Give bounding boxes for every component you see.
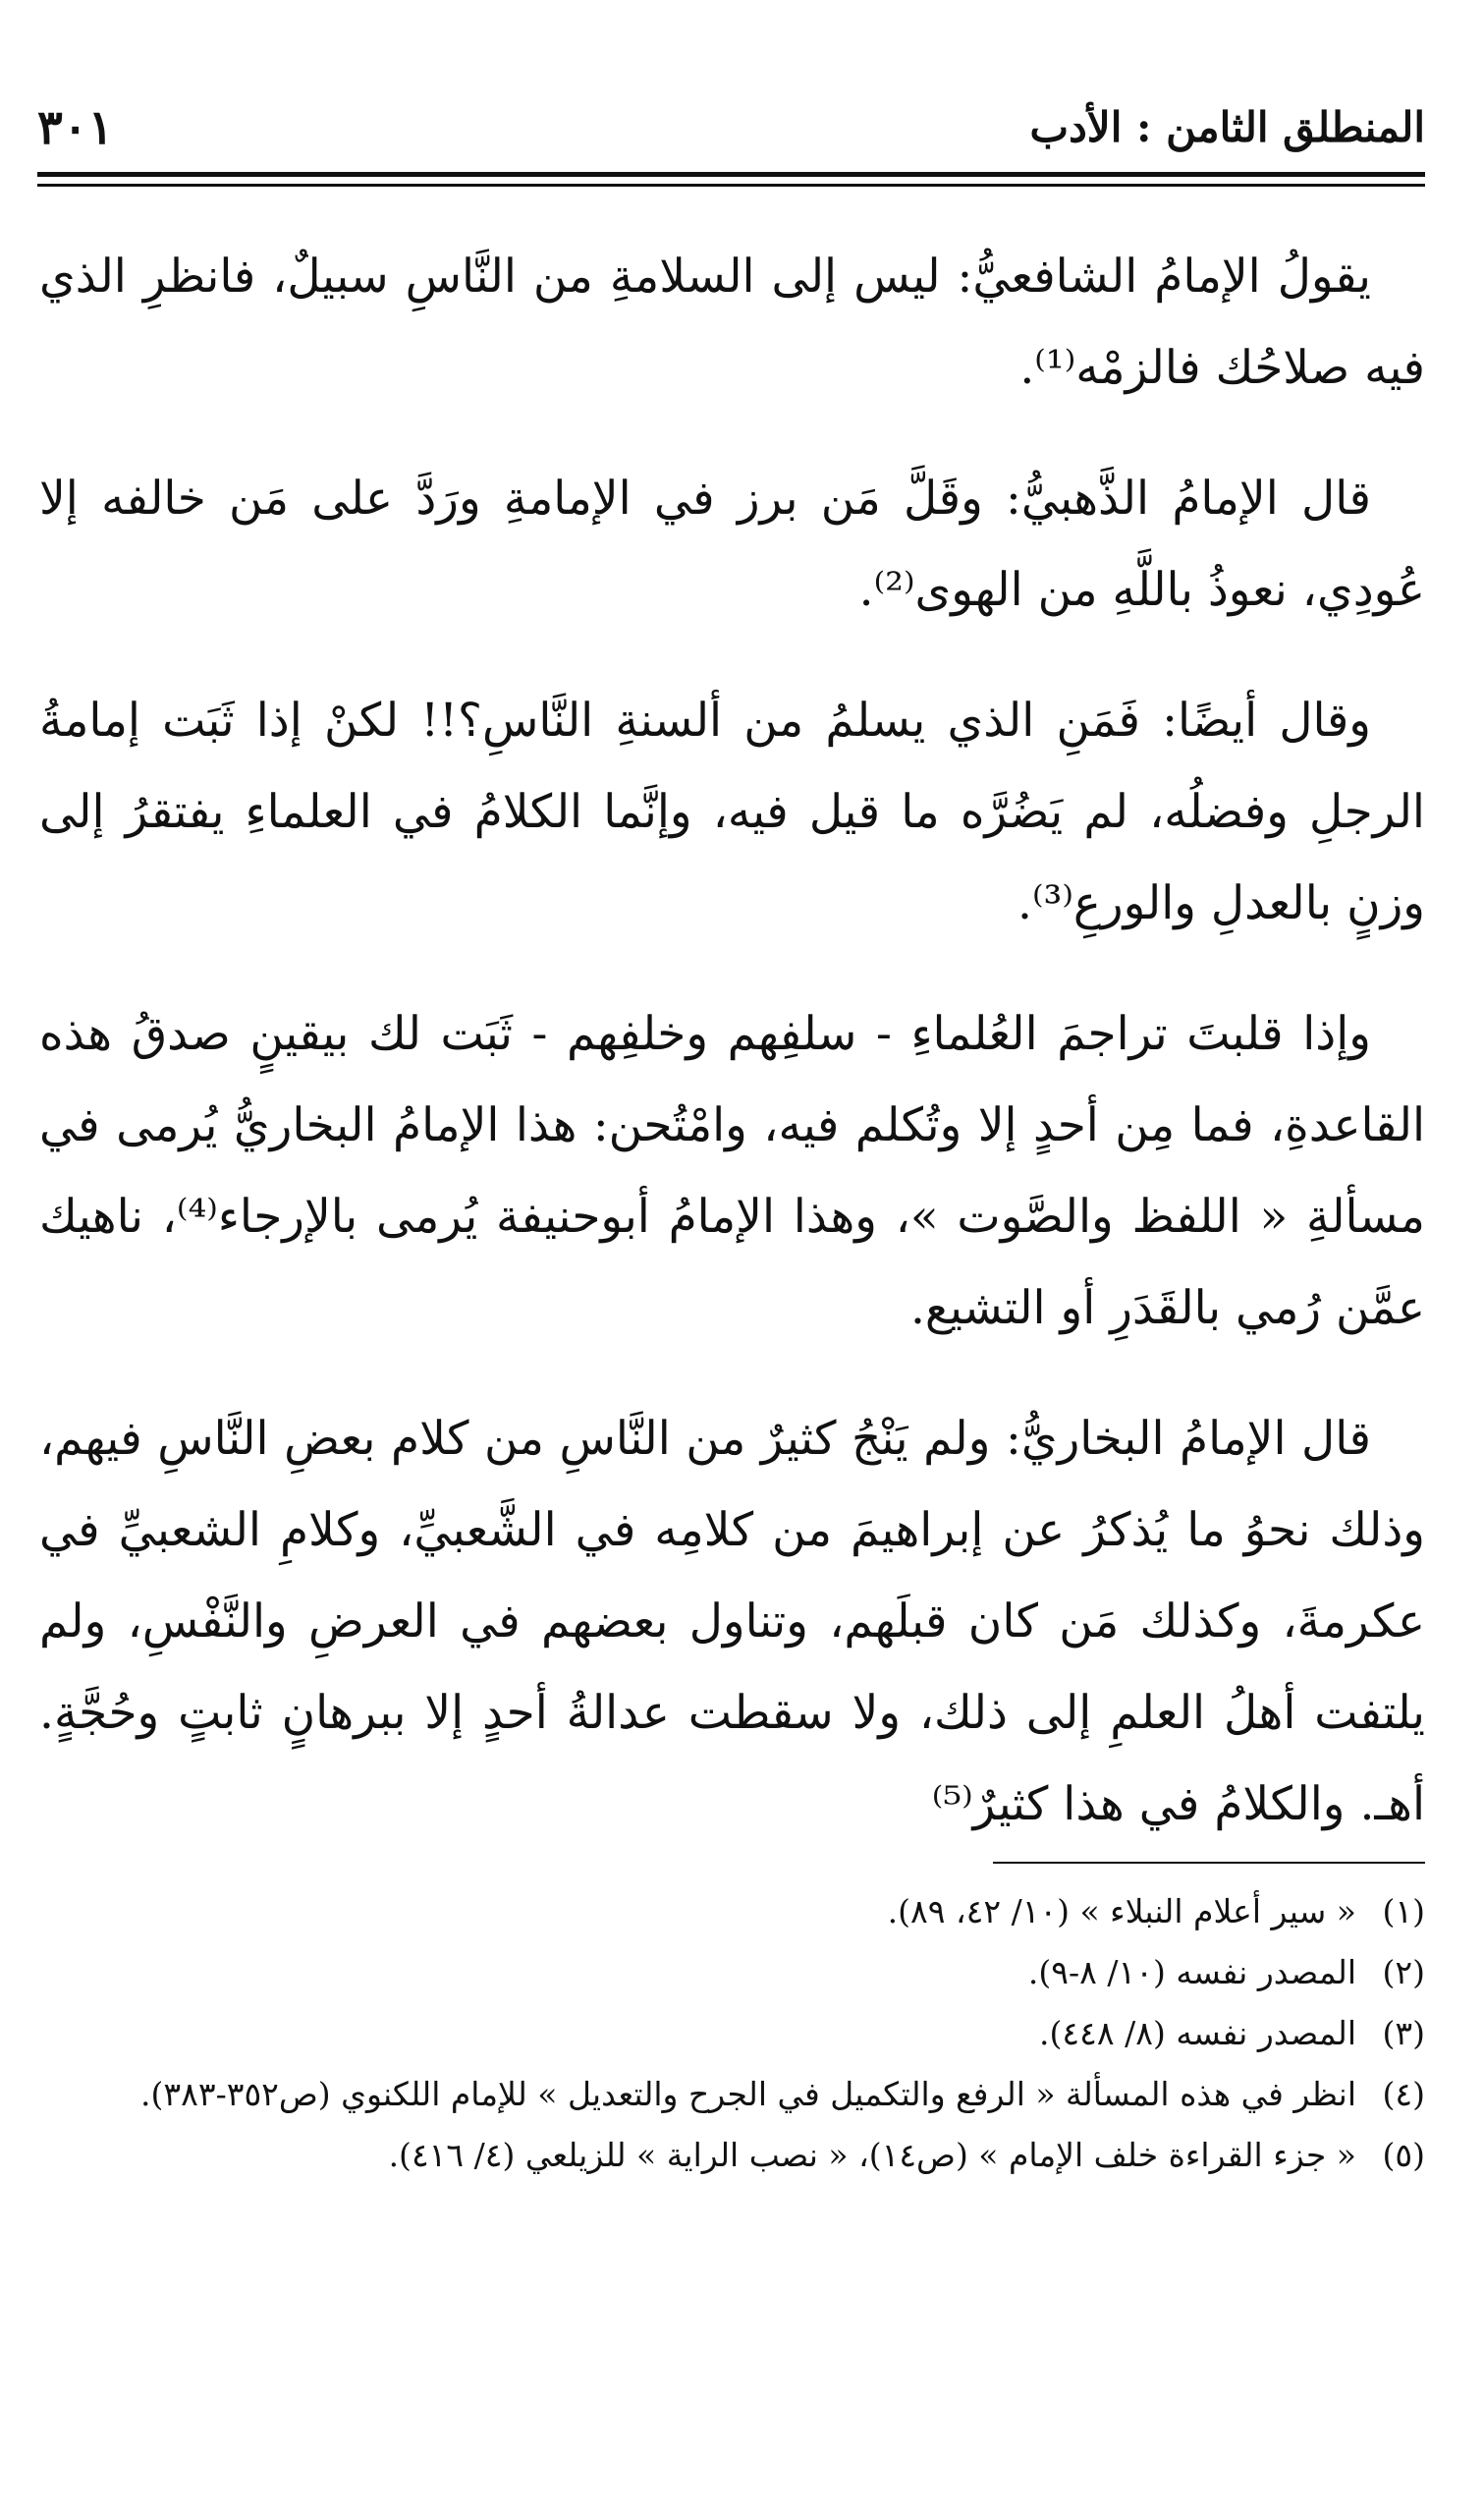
footnote-number: (٥)	[1382, 2136, 1425, 2174]
footnote-text: انظر في هذه المسألة « الرفع والتكميل في الجرح والتعديل » للإمام اللكنوي (ص٣٥٢-٣٨٣).	[140, 2075, 1356, 2113]
footnote-text: « سير أعلام النبلاء » (١٠/ ٤٢، ٨٩).	[887, 1892, 1356, 1930]
footnote-text: « جزء القراءة خلف الإمام » (ص١٤)، « نصب الراية » للزيلعي (٤/ ٤١٦).	[388, 2136, 1356, 2174]
paragraph-dhahabi-also: وقال أيضًا: فَمَنِ الذي يسلمُ من ألسنةِ النَّاسِ؟!! لكنْ إذا ثَبَت إمامةُ الرجلِ وفضلُه، لم يَضُرَّه ما قيل فيه، وإنَّما الكلامُ في العلماءِ يفتقرُ إلى وزنٍ بالعدلِ والورعِ⁽³⁾.	[39, 694, 1425, 930]
page-number: ٣٠١	[37, 100, 114, 155]
footnote-3	[39, 2003, 1425, 2064]
running-header	[37, 93, 1425, 162]
chapter-title: المنطلق الثامن : الأدب	[1029, 103, 1425, 151]
header-rule-thick	[37, 172, 1425, 177]
footnote-number: (٤)	[1382, 2075, 1425, 2113]
paragraph-dhahabi-quote: قال الإمامُ الذَّهبيُّ: وقَلَّ مَن برز في الإمامةِ ورَدَّ على مَن خالفه إلا عُودِي، نعوذُ باللَّهِ من الهوى⁽²⁾.	[39, 472, 1425, 617]
footnote-text: المصدر نفسه (١٠/ ٨-٩).	[1027, 1953, 1356, 1991]
footnote-number: (٣)	[1382, 2014, 1425, 2052]
footnote-5	[39, 2125, 1425, 2186]
paragraph-bukhari-quote: قال الإمامُ البخاريُّ: ولم يَنْجُ كثيرٌ من النَّاسِ من كلام بعضِ النَّاسِ فيهم، وذلك نحوُ ما يُذكرُ عن إبراهيمَ من كلامِه في الشَّعبيِّ، وكلامِ الشعبيِّ في عكرمةَ، وكذلك مَن كان قبلَهم، وتناول بعضهم في العرضِ والنَّفْسِ، ولم يلتفت أهلُ العلمِ إلى ذلك، ولا سقطت عدالةُ أحدٍ إلا ببرهانٍ ثابتٍ وحُجَّةٍ. أهـ. والكلامُ في هذا كثيرٌ⁽⁵⁾	[39, 1412, 1425, 1831]
footnote-text: المصدر نفسه (٨/ ٤٤٨).	[1039, 2014, 1356, 2052]
footnotes	[39, 1881, 1425, 2186]
footnote-number: (١)	[1382, 1892, 1425, 1930]
paragraph-scholars-biographies: وإذا قلبتَ تراجمَ العُلماءِ - سلفِهم وخلفِهم - ثَبَت لك بيقينٍ صدقُ هذه القاعدةِ، فما مِن أحدٍ إلا وتُكلم فيه، وامْتُحن: هذا الإمامُ البخاريُّ يُرمى في مسألةِ « اللفظ والصَّوت »، وهذا الإمامُ أبوحنيفة يُرمى بالإرجاء⁽⁴⁾، ناهيك عمَّن رُمي بالقَدَرِ أو التشيع.	[39, 1007, 1425, 1335]
header-rule-thin	[37, 184, 1425, 187]
footnote-separator	[993, 1862, 1425, 1864]
footnote-1	[39, 1881, 1425, 1942]
paragraph-shafii-quote: يقولُ الإمامُ الشافعيُّ: ليس إلى السلامةِ من النَّاسِ سبيلٌ، فانظرِ الذي فيه صلاحُك فالزمْه⁽¹⁾.	[39, 250, 1425, 395]
footnote-4	[39, 2064, 1425, 2125]
footnote-number: (٢)	[1382, 1953, 1425, 1991]
main-text	[39, 231, 1425, 1889]
footnote-2	[39, 1942, 1425, 2003]
